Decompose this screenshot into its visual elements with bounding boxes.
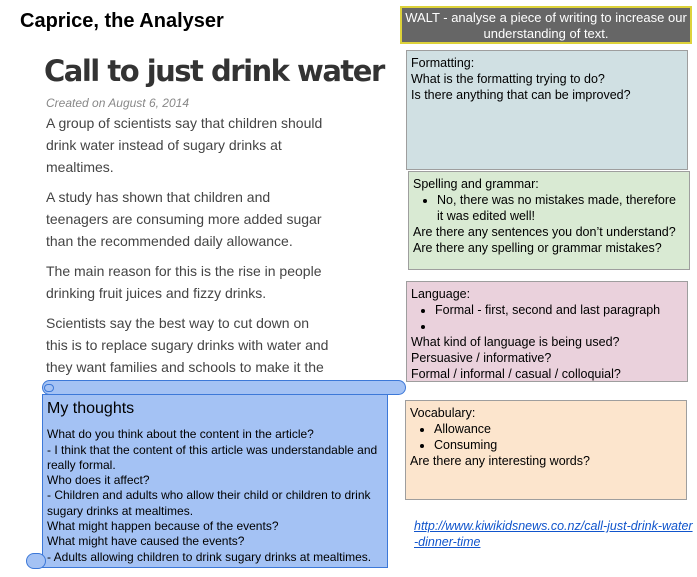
thought-line: - Adults allowing children to drink sugary drinks at mealtimes. xyxy=(47,549,372,564)
language-line: What kind of language is being used? xyxy=(411,335,620,349)
spelling-heading: Spelling and grammar: xyxy=(413,177,539,191)
thought-line: What might have caused the events? xyxy=(47,534,245,549)
spelling-bullets xyxy=(413,192,685,224)
formatting-line: What is the formatting trying to do? xyxy=(411,72,605,86)
article-paragraph: A study has shown that children and teenagers are consuming more added sugar than the recommended daily allowance. xyxy=(46,189,322,249)
slide-title: Caprice, the Analyser xyxy=(20,10,224,32)
formatting-line: Is there anything that can be improved? xyxy=(411,88,631,102)
article-title: Call to just drink water xyxy=(44,54,384,88)
walt-banner: WALT - analyse a piece of writing to increase our understanding of text. xyxy=(400,6,692,44)
my-thoughts-scroll[interactable] xyxy=(42,394,388,568)
article-link[interactable]: http://www.kiwikidsnews.co.nz/call-just-drink-water-dinner-time xyxy=(414,519,693,549)
scroll-shape-top xyxy=(42,380,406,395)
thought-line: Who does it affect? xyxy=(47,473,150,488)
language-line: Persuasive / informative? xyxy=(411,351,552,365)
language-heading: Language: xyxy=(411,287,471,301)
vocabulary-bullets xyxy=(410,421,682,453)
spelling-line: Are there any spelling or grammar mistakes? xyxy=(413,241,662,255)
my-thoughts-title: My thoughts xyxy=(47,400,135,417)
language-bullet-empty xyxy=(435,318,683,334)
vocabulary-line: Are there any interesting words? xyxy=(410,454,590,468)
article-paragraph: Scientists say the best way to cut down on this is to replace sugary drinks with water and they want families and schools to make it the xyxy=(46,315,329,375)
vocabulary-heading: Vocabulary: xyxy=(410,406,476,420)
language-line: Formal / informal / casual / colloquial? xyxy=(411,367,621,381)
vocabulary-box[interactable] xyxy=(405,400,687,500)
thought-line: What do you think about the content in the article? xyxy=(47,427,314,442)
language-bullets xyxy=(411,302,683,334)
article-screenshot xyxy=(30,52,384,375)
vocabulary-bullet: • Consuming xyxy=(434,437,682,453)
spelling-bullet: • No, there was no mistakes made, therefore it was edited well! xyxy=(437,192,685,224)
scroll-curl-top xyxy=(44,384,54,392)
formatting-box[interactable] xyxy=(406,50,688,170)
thought-line: - I think that the content of this article was understandable and really formal. xyxy=(47,442,378,472)
language-box[interactable] xyxy=(406,281,688,382)
vocabulary-bullet: • Allowance xyxy=(434,421,682,437)
spelling-line: Are there any sentences you don’t understand? xyxy=(413,225,676,239)
spelling-grammar-box[interactable] xyxy=(408,171,690,270)
article-paragraph: A group of scientists say that children should drink water instead of sugary drinks at mealtimes. xyxy=(46,115,323,175)
formatting-heading: Formatting: xyxy=(411,56,475,70)
article-paragraph: The main reason for this is the rise in people drinking fruit juices and fizzy drinks. xyxy=(46,263,322,301)
article-date: Created on August 6, 2014 xyxy=(46,96,189,110)
scroll-curl-bottom xyxy=(26,553,46,569)
thought-line: - Children and adults who allow their child or children to drink sugary drinks at mealtimes. xyxy=(47,488,371,518)
language-bullet: • Formal - first, second and last paragraph xyxy=(435,302,683,318)
thought-line: What might happen because of the events? xyxy=(47,519,279,534)
